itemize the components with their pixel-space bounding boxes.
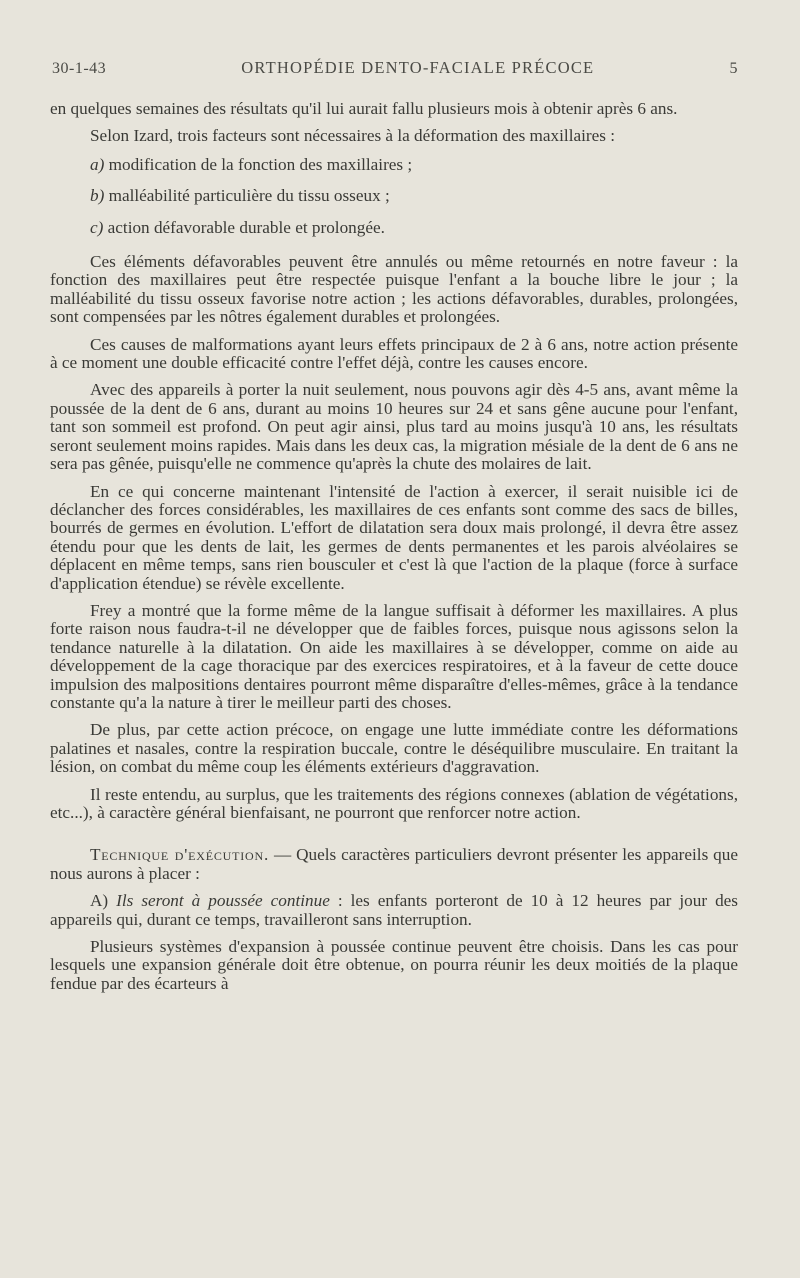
paragraph-12: Plusieurs systèmes d'expansion à poussée continue peuvent être choisis. Dans les cas pour lesquels une expansion générale doit être obtenue, on pourra réunir les deux moitiés de la plaque fendue par des écarteurs à [50,937,738,993]
paragraph-8: De plus, par cette action précoce, on engage une lutte immédiate contre les déformations palatines et nasales, contre la respiration buccale, contre le déséquilibre musculaire. En traitant la lésion, on combat du même coup les éléments extérieurs d'aggravation. [50,720,738,777]
paragraph-7: Frey a montré que la forme même de la langue suffisait à déformer les maxillaires. A plus forte raison nous faudra-t-il ne développer que de faibles forces, puisque nous agissons selon la tendance naturelle à la dilatation. On aide les maxillaires à se développer, comme on aide au développement de la cage thoracique par des exercices respiratoires, et à la faveur de cette douce impulsion des malpositions dentaires pourront même disparaître d'elles-mêmes, grâce à la tendance constante qu'a la nature à tirer le meilleur parti des choses. [50,600,738,712]
paragraph-4: Ces causes de malformations ayant leurs effets principaux de 2 à 6 ans, notre action présente à ce moment une double efficacité contre l'effet déjà, contre les causes encore. [50,334,738,373]
list-marker-c: c) [90,217,104,237]
paragraph-a-emphasis: Ils seront à poussée continue [116,891,330,911]
paragraph-1: en quelques semaines des résultats qu'il lui aurait fallu plusieurs mois à obtenir après 6 ans. [50,99,678,118]
section-technique [50,846,738,883]
section-intro-text: — Quels caractères particuliers devront présenter les appareils que nous aurons à placer : [50,845,738,883]
paragraph-5: Avec des appareils à porter la nuit seulement, nous pouvons agir dès 4-5 ans, avant même la poussée de la dent de 6 ans, durant au moins 10 heures sur 24 et sans gêne aucune pour l'enfant, tant son sommeil est profond. On peut agir ainsi, plus tard au moins jusqu'à 10 ans, les résultats seront seulement moins rapides. Mais dans les deux cas, la migration mésiale de la dent de 6 ans ne sera pas gênée, puisqu'elle ne commence qu'après la chute des molaires de lait. [50,380,738,474]
paragraph-6: En ce qui concerne maintenant l'intensité de l'action à exercer, il serait nuisible ici de déclancher des forces considérables, les maxillaires de ces enfants sont comme des sacs de billes, bourrés de germes en évolution. L'effort de dilatation sera doux mais prolongé, il devra être assez étendu pour que les dents de lait, les germes de dents permanentes et les parois alvéolaires se déplacent en même temps, sans rien bousculer et c'est là que l'action de la plaque (force à surface d'application étendue) se révèle excellente. [50,481,738,593]
section-heading: Technique d'exécution. [90,845,270,865]
running-header [52,58,738,78]
body-text [50,100,738,993]
paragraph-2: Selon Izard, trois facteurs sont nécessaires à la déformation des maxillaires : [90,126,615,146]
paragraph-a [50,892,738,929]
header-title: ORTHOPÉDIE DENTO-FACIALE PRÉCOCE [241,58,595,77]
paragraph-a-text: : les enfants porteront de 10 à 12 heures par jour des appareils qui, durant ce temps, travailleront sans interruption. [50,891,738,929]
page-number: 5 [729,60,738,77]
paragraph-a-marker: A) [90,891,117,911]
list-item-b [50,187,738,205]
paragraph-9: Il reste entendu, au surplus, que les traitements des régions connexes (ablation de végétations, etc...), à caractère général bienfaisant, ne pourront que renforcer notre action. [50,784,738,822]
list-item-a [50,156,738,174]
list-text-a: modification de la fonction des maxillaires ; [108,154,413,174]
list-text-b: malléabilité particulière du tissu osseux ; [108,186,390,206]
list-marker-b: b) [90,186,105,206]
list-marker-a: a) [90,154,105,174]
list-text-c: action défavorable durable et prolongée. [107,217,385,237]
header-date: 30-1-43 [52,60,107,77]
paragraph-3: Ces éléments défavorables peuvent être annulés ou même retournés en notre faveur : la fonction des maxillaires peut être respectée puisque l'enfant a la bouche libre le jour ; la malléabilité du tissu osseux favorise notre action ; les actions défavorables, durables, prolongées, sont compensées par les nôtres également durables et prolongées. [50,252,738,327]
list-item-c [50,219,738,237]
